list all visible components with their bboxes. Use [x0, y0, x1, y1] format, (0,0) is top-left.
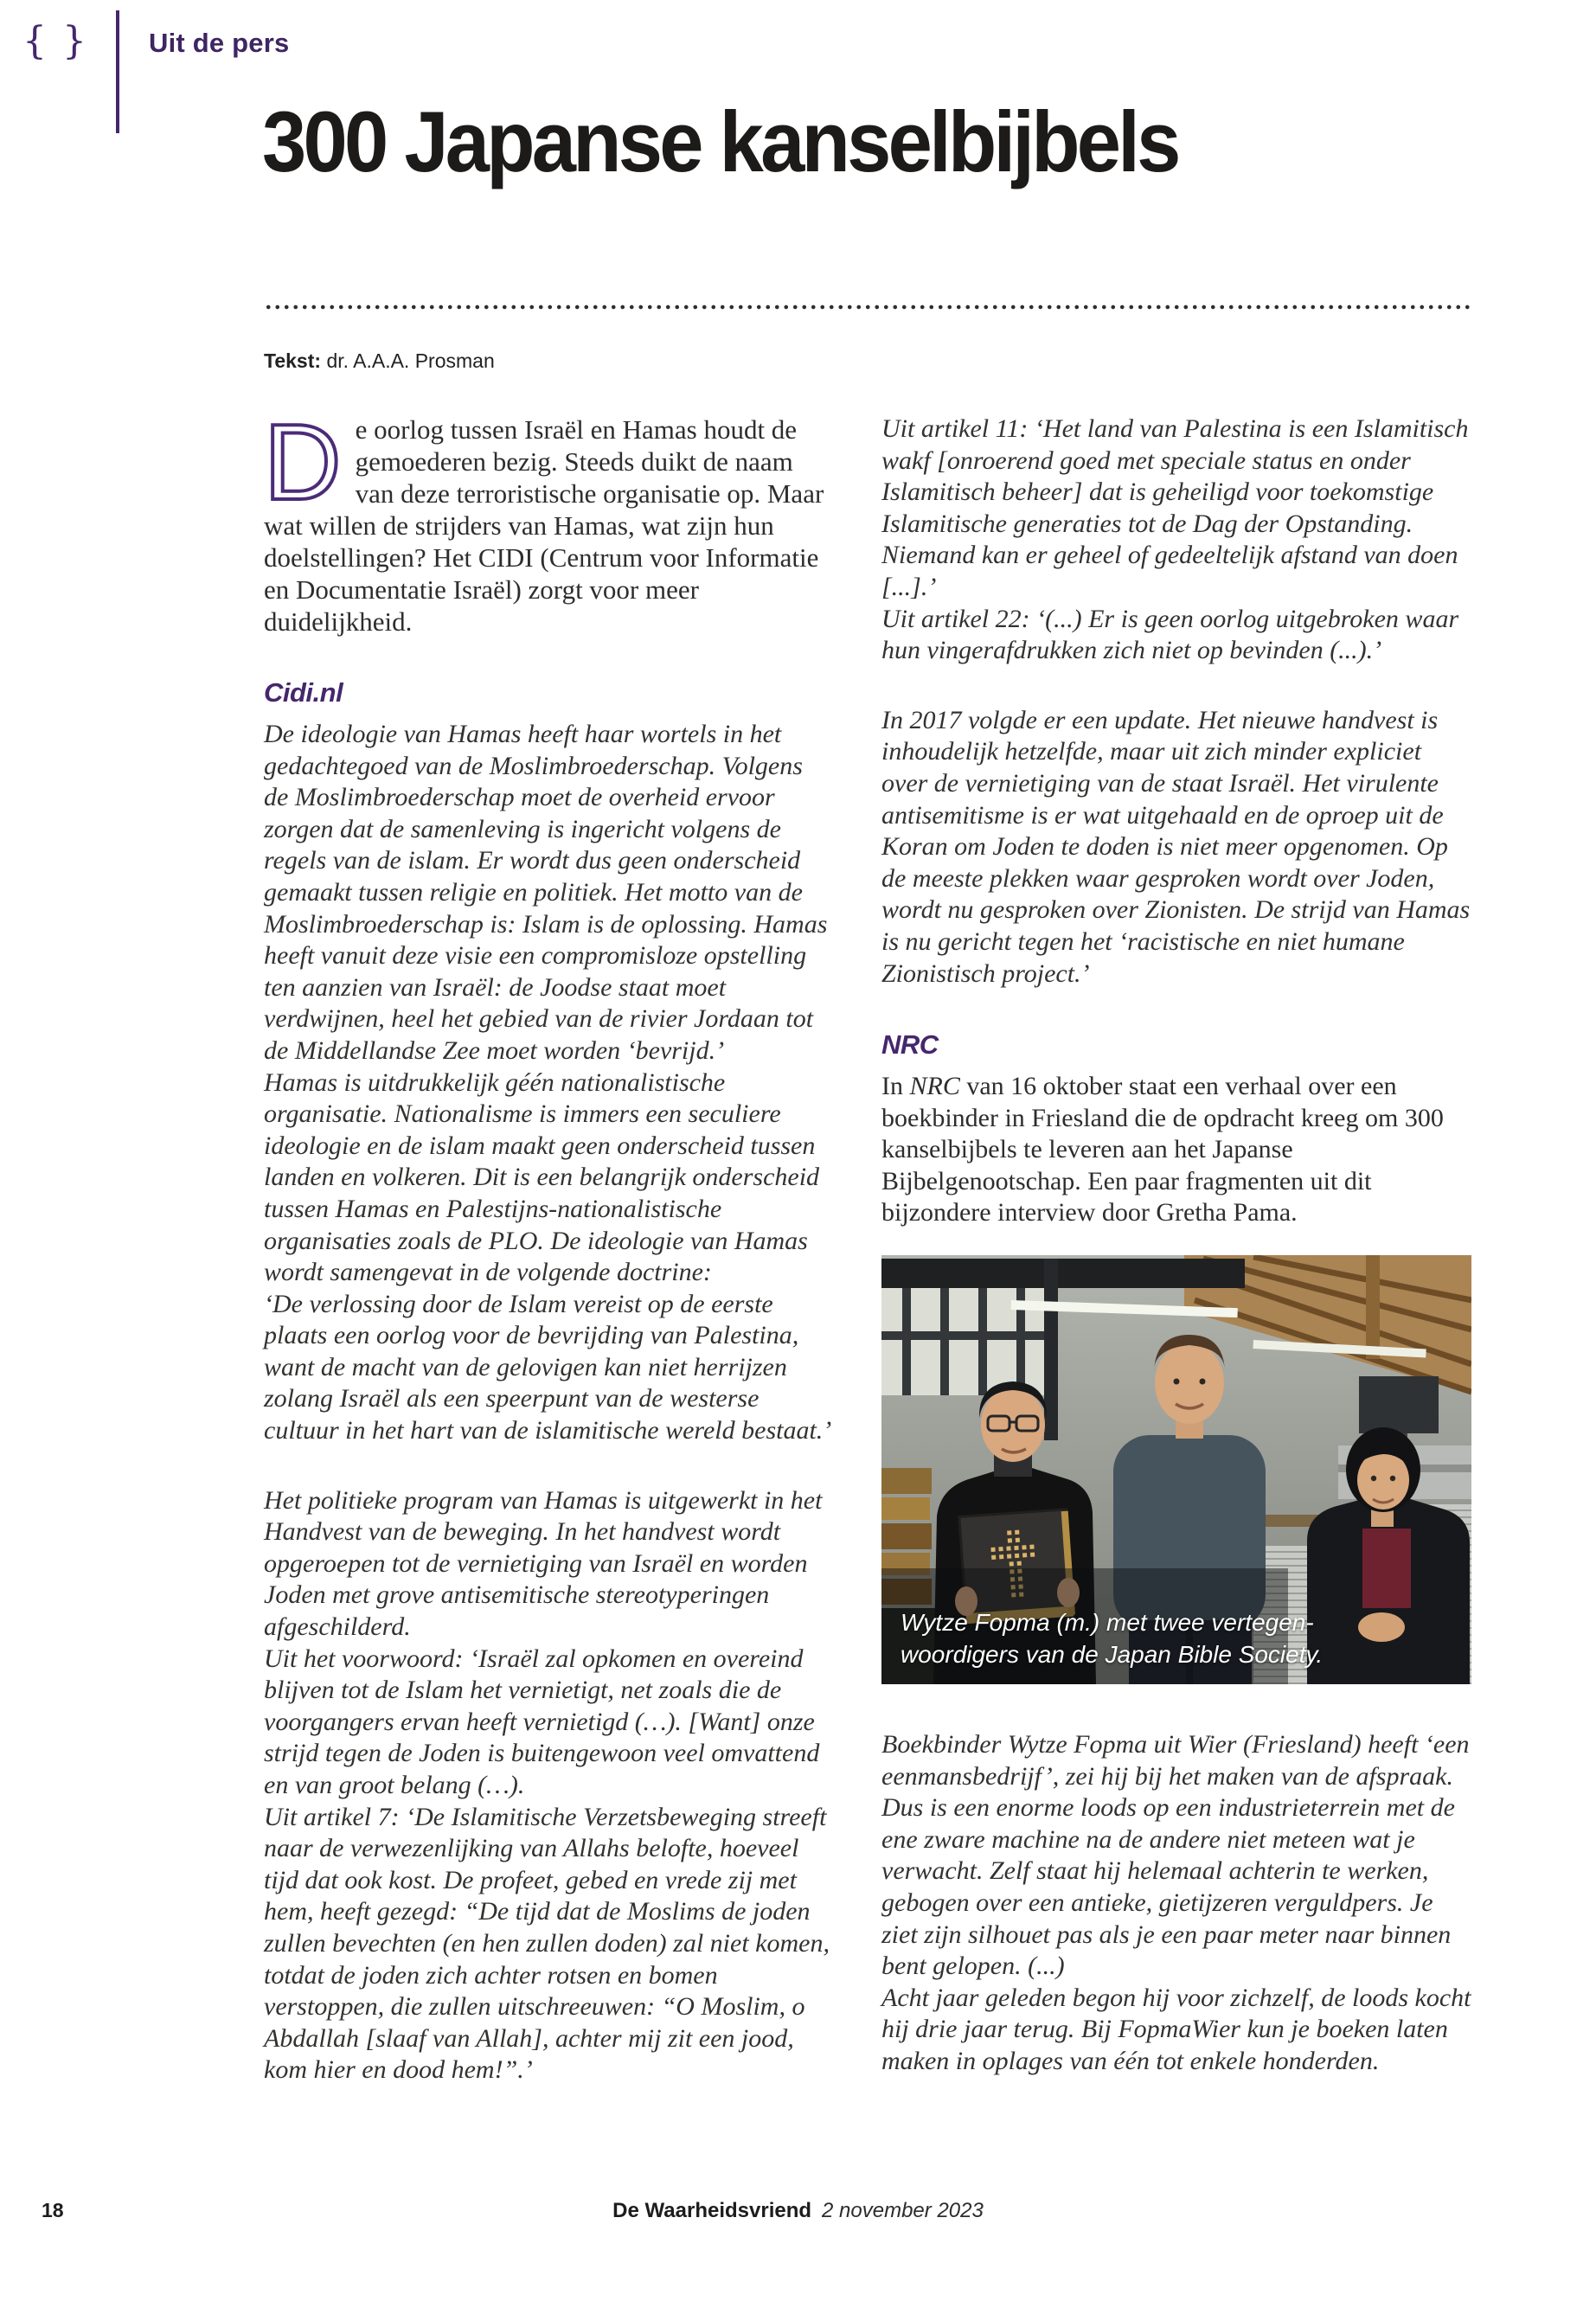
- intro-paragraph: [264, 403, 832, 638]
- body-paragraph: Uit artikel 7: ‘De Islamitische Verzetsbeweging streeft naar de verwezenlijking van Allahs belofte, hoeveel tijd dat ook kost. De profeet, gebed en vrede zij met hem, heeft gezegd: “De tijd dat de Moslims de joden zullen bevechten (en hen zullen doden) zal niet komen, totdat de joden zich achter rotsen en bomen verstoppen, die zullen uitschreeuwen: “O Moslim, o Abdallah [slaaf van Allah], achter mij zit een jood, kom hier en dood hem!”.’: [264, 1802, 830, 2085]
- byline: [264, 349, 495, 373]
- magazine-name: De Waarheidsvriend: [612, 2199, 812, 2222]
- nrc-text: In: [881, 1072, 910, 1101]
- nrc-title-em: NRC: [909, 1072, 960, 1101]
- header-divider: [116, 10, 119, 133]
- byline-label: Tekst:: [264, 349, 322, 372]
- body-paragraph: ‘De verlossing door de Islam vereist op de eerste plaats een oorlog voor de bevrijding van Palestina, want de macht van de gelovigen kan niet herrijzen zolang Israël als een speerpunt van de westerse cultuur in het hart van de islamitische wereld bestaat.’: [264, 1289, 832, 1445]
- left-column: [264, 403, 832, 2086]
- page-number: 18: [42, 2199, 64, 2221]
- nrc-text: van 16 oktober staat een verhaal over een boekbinder in Friesland die de opdracht kreeg om 300 kanselbijbels te leveren aan het Japanse Bijbelgenootschap. Een paar fragmenten uit dit bijzondere interview door Gretha Pama.: [881, 1072, 1444, 1227]
- body-paragraph: Hamas is uitdrukkelijk géén nationalistische organisatie. Nationalisme is immers een seculiere ideologie en de islam maakt geen onderscheid tussen landen en volkeren. Dit is een belangrijk onderscheid tussen Hamas en Palestijns-nationalistische organisaties zoals de PLO. De ideologie van Hamas wordt samengevat in de volgende doctrine:: [264, 1067, 820, 1287]
- footer: [0, 2199, 1596, 2223]
- body-paragraph: Uit artikel 22: ‘(...) Er is geen oorlog uitgebroken waar hun vingerafdrukken zich niet op bevinden (...).’: [881, 604, 1459, 665]
- workshop-photo: [881, 1255, 1471, 1684]
- body-paragraph: Boekbinder Wytze Fopma uit Wier (Friesland) heeft ‘een eenmansbedrijf’, zei hij bij het maken van de afspraak. Dus is een enorme loods op een industrieterrein met de ene zware machine na de andere niet meteen wat je verwacht. Zelf staat hij helemaal achterin te werken, gebogen over een antieke, gietijzeren verguldpers. Je ziet zijn silhouet pas als je een paar meter naar binnen bent gelopen. (...): [881, 1730, 1470, 1981]
- section-heading-nrc: NRC: [881, 1029, 939, 1061]
- body-paragraph: Acht jaar geleden begon hij voor zichzelf, de loods kocht hij drie jaar terug. Bij FopmaWier kun je boeken laten maken in oplages van één tot enkele honderden.: [881, 1983, 1471, 2075]
- dropcap: D: [264, 403, 342, 522]
- brace-logo: { }: [22, 19, 88, 63]
- section-heading-cidi: Cidi.nl: [264, 677, 343, 708]
- body-paragraph: Uit artikel 11: ‘Het land van Palestina is een Islamitisch wakf [onroerend goed met speciale status en onder Islamitisch beheer] dat is geheiligd voor toekomstige Islamitische generaties tot de Dag der Opstanding. Niemand kan er geheel of gedeeltelijk afstand van doen [...].’: [881, 414, 1469, 601]
- section-kicker: Uit de pers: [149, 28, 290, 58]
- body-paragraph: De ideologie van Hamas heeft haar wortels in het gedachtegoed van de Moslimbroederschap. Volgens de Moslimbroederschap moet de overheid ervoor zorgen dat de samenleving is ingericht volgens de regels van de islam. Er wordt dus geen onderscheid gemaakt tussen religie en politiek. Het motto van de Moslimbroederschap is: Islam is de oplossing. Hamas heeft vanuit deze visie een compromisloze opstelling ten aanzien van Israël: de Joodse staat moet verdwijnen, heel het gebied van de rivier Jordaan tot de Middellandse Zee moet worden ‘bevrijd.’: [264, 720, 828, 1065]
- body-paragraph: In 2017 volgde er een update. Het nieuwe handvest is inhoudelijk hetzelfde, maar uit zich minder expliciet over de vernietiging van de staat Israël. Het virulente antisemitisme is er wat uitgehaald en de oproep uit de Koran om Joden te doden is niet meer opgenomen. Op de meeste plekken waar gesproken wordt over Joden, wordt nu gesproken over Zionisten. De strijd van Hamas is nu gericht tegen het ‘racistische en niet humane Zionistisch project.’: [881, 705, 1471, 988]
- photo-caption-line2: woordigers van de Japan Bible Society.: [901, 1641, 1324, 1669]
- dotted-rule: [264, 304, 1471, 310]
- body-paragraph: Het politieke program van Hamas is uitgewerkt in het Handvest van de beweging. In het handvest wordt opgeroepen tot de vernietiging van Israël en worden Joden met grove antisemitische stereotyperingen afgeschilderd.: [264, 1485, 823, 1642]
- issue-date: 2 november 2023: [822, 2199, 984, 2222]
- body-paragraph: Uit het voorwoord: ‘Israël zal opkomen en overeind blijven tot de Islam het vernietigt, net zoals die de voorgangers ervan heeft vernietigd (…). [Want] onze strijd tegen de Joden is buitengewoon veel omvattend en van groot belang (…).: [264, 1644, 820, 1799]
- photo-caption: [901, 1606, 1323, 1670]
- byline-author: dr. A.A.A. Prosman: [326, 349, 495, 372]
- right-column: [881, 413, 1471, 2078]
- nrc-intro-paragraph: [881, 1071, 1471, 1229]
- article-title: 300 Japanse kanselbijbels: [262, 93, 1178, 189]
- photo-caption-line1: Wytze Fopma (m.) met twee vertegen-: [901, 1609, 1314, 1637]
- intro-text: e oorlog tussen Israël en Hamas houdt de gemoederen bezig. Steeds duikt de naam van deze terroristische organisatie op. Maar wat willen de strijders van Hamas, wat zijn hun doelstellingen? Het CIDI (Centrum voor Informatie en Documentatie Israël) zorgt voor meer duidelijkheid.: [264, 414, 824, 637]
